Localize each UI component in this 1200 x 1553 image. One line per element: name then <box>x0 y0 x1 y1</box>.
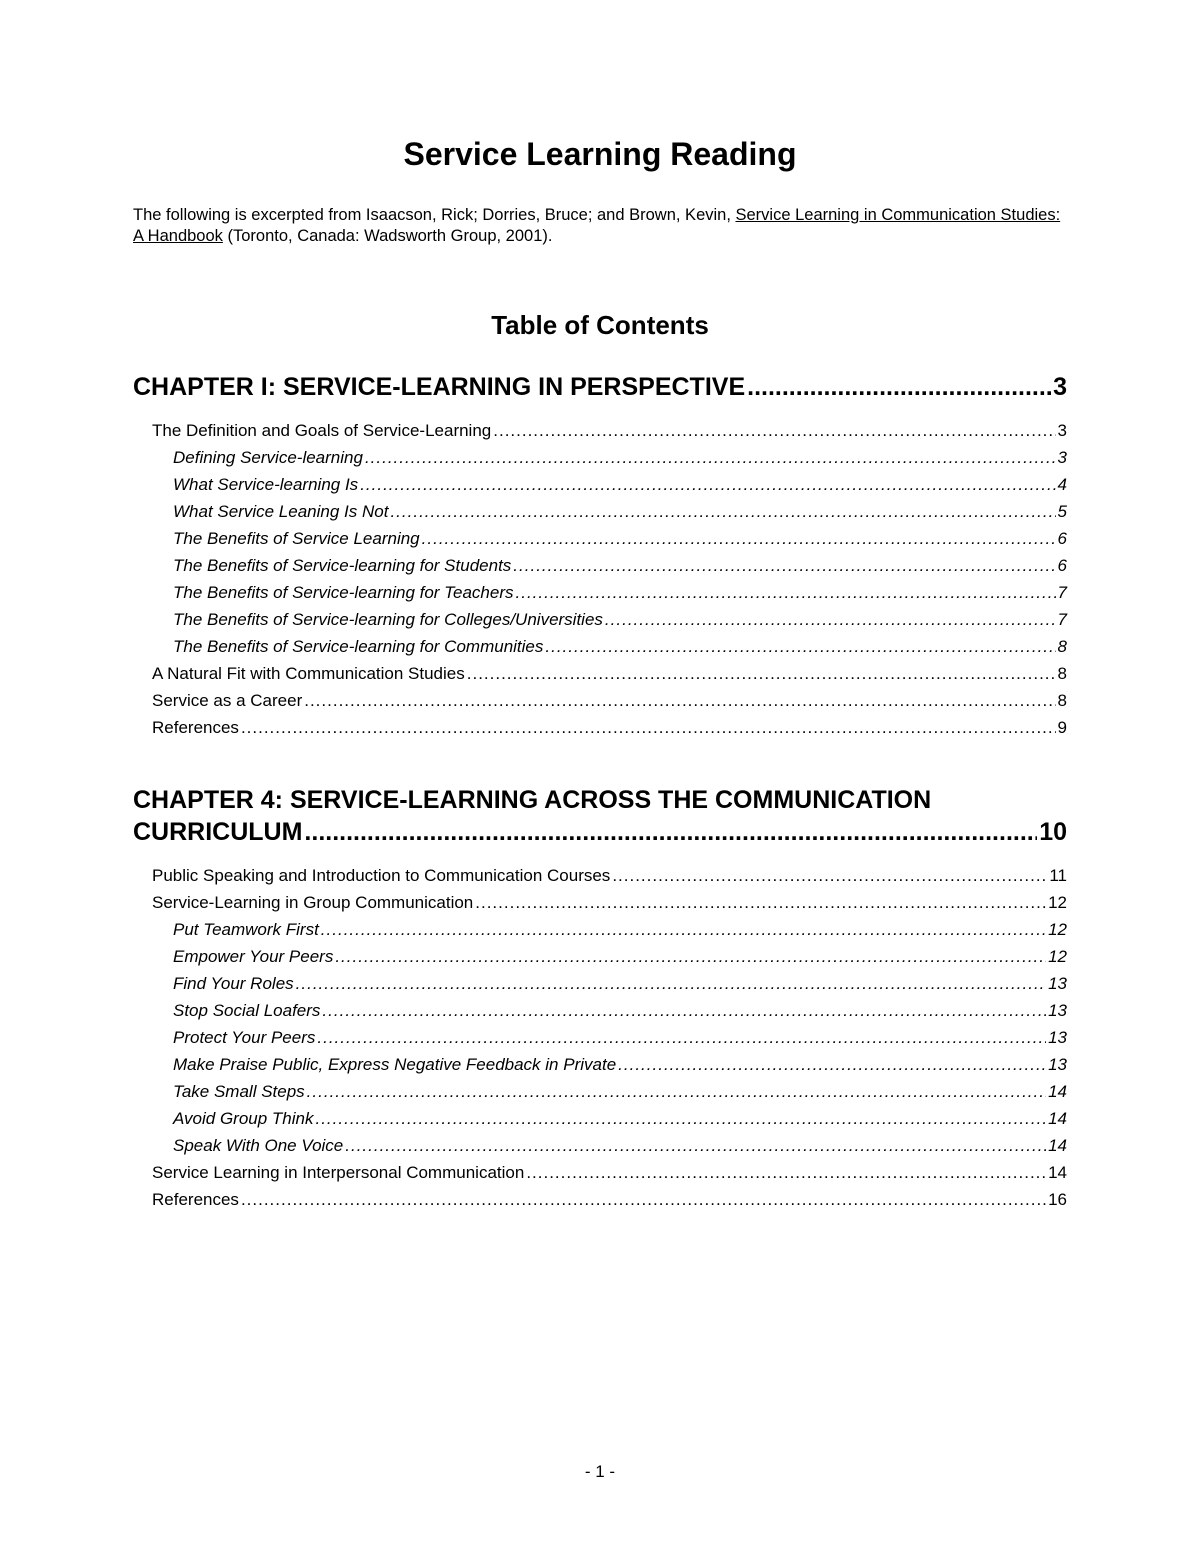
toc-chapter-title-line2: CURRICULUM <box>133 818 303 846</box>
toc-entry-label: Empower Your Peers <box>173 947 334 966</box>
intro-suffix: (Toronto, Canada: Wadsworth Group, 2001). <box>222 227 553 245</box>
toc-page-number: 9 <box>1057 718 1067 737</box>
toc-page-number: 13 <box>1048 1055 1067 1074</box>
toc-page-number: 16 <box>1048 1190 1067 1209</box>
toc-leader-dots <box>513 552 1055 579</box>
toc-entry-label: Put Teamwork First <box>173 920 319 939</box>
toc-entry-list <box>133 862 1067 1213</box>
toc-leader-dots <box>241 714 1056 741</box>
toc-leader-dots <box>545 633 1055 660</box>
toc-section-entry[interactable] <box>133 714 1067 741</box>
toc-leader-dots <box>296 970 1046 997</box>
toc-entry-label: Protect Your Peers <box>173 1028 316 1047</box>
toc-subsection-entry[interactable] <box>133 943 1067 970</box>
toc-leader-dots <box>516 579 1056 606</box>
toc-page-number: 13 <box>1048 1028 1067 1047</box>
toc-subsection-entry[interactable] <box>133 1078 1067 1105</box>
toc-page-number: 6 <box>1057 529 1067 548</box>
toc-heading: Table of Contents <box>491 310 709 340</box>
toc-entry-label: Public Speaking and Introduction to Communication Courses <box>152 866 611 885</box>
toc-page-number: 14 <box>1048 1163 1067 1182</box>
toc-page-number: 12 <box>1048 947 1067 966</box>
toc-subsection-entry[interactable] <box>133 1132 1067 1159</box>
toc-subsection-entry[interactable] <box>133 498 1067 525</box>
toc-leader-dots <box>335 943 1046 970</box>
toc-section-entry[interactable] <box>133 889 1067 916</box>
toc-entry-label: Service Learning in Interpersonal Communication <box>152 1163 525 1182</box>
toc-page-number: 10 <box>1039 818 1067 846</box>
toc-page-number: 6 <box>1057 556 1067 575</box>
toc-leader-dots <box>241 1186 1046 1213</box>
toc-page-number: 14 <box>1048 1136 1067 1155</box>
toc-page-number: 13 <box>1048 974 1067 993</box>
toc-entry-label: The Benefits of Service-learning for Students <box>173 556 512 575</box>
toc-entry-label: References <box>152 1190 239 1209</box>
toc-chapter-title-line1: CHAPTER 4: SERVICE-LEARNING ACROSS THE COMMUNICATION <box>133 786 932 814</box>
toc-subsection-entry[interactable] <box>133 1051 1067 1078</box>
toc-entry-label: A Natural Fit with Communication Studies <box>152 664 465 683</box>
toc-leader-dots <box>315 1105 1046 1132</box>
book-title-link: Service Learning in Communication Studies: A Handbook <box>133 206 1061 245</box>
toc-page-number: 11 <box>1049 866 1067 885</box>
toc-subsection-entry[interactable] <box>133 552 1067 579</box>
toc-page-number: 8 <box>1057 664 1067 683</box>
toc-page-number: 3 <box>1057 421 1067 440</box>
toc-page-number: 5 <box>1057 502 1067 521</box>
toc-leader-dots <box>317 1024 1046 1051</box>
toc-leader-dots <box>493 417 1055 444</box>
toc-leader-dots <box>304 816 1037 848</box>
toc-entry-label: The Benefits of Service-learning for Colleges/Universities <box>173 610 603 629</box>
toc-subsection-entry[interactable] <box>133 444 1067 471</box>
toc-subsection-entry[interactable] <box>133 525 1067 552</box>
toc-entry-label: Service-Learning in Group Communication <box>152 893 474 912</box>
toc-entry-label: The Benefits of Service-learning for Teachers <box>173 583 514 602</box>
toc-entry-label: The Benefits of Service-learning for Communities <box>173 637 544 656</box>
toc-leader-dots <box>307 1078 1046 1105</box>
toc-page-number: 13 <box>1048 1001 1067 1020</box>
toc-entry-label: What Service Leaning Is Not <box>173 502 389 521</box>
toc-subsection-entry[interactable] <box>133 633 1067 660</box>
toc-subsection-entry[interactable] <box>133 579 1067 606</box>
toc-leader-dots <box>390 498 1055 525</box>
toc-leader-dots <box>304 687 1055 714</box>
toc-page-number: 8 <box>1057 691 1067 710</box>
toc-page-number: 7 <box>1057 583 1067 602</box>
toc-subsection-entry[interactable] <box>133 471 1067 498</box>
toc-entry-label: Make Praise Public, Express Negative Feedback in Private <box>173 1055 617 1074</box>
toc-entry-label: References <box>152 718 239 737</box>
toc-entry-list <box>133 417 1067 741</box>
toc-leader-dots <box>605 606 1056 633</box>
toc-leader-dots <box>467 660 1056 687</box>
toc-section-entry[interactable] <box>133 1159 1067 1186</box>
toc-entry-label: The Definition and Goals of Service-Learning <box>152 421 492 440</box>
toc-chapter-1 <box>133 371 1067 741</box>
toc-entry-label: Take Small Steps <box>173 1082 305 1101</box>
toc-section-entry[interactable] <box>133 687 1067 714</box>
toc-chapter-entry[interactable] <box>133 371 1067 403</box>
document-title: Service Learning Reading <box>403 136 797 172</box>
toc-page-number: 3 <box>1053 373 1067 401</box>
toc-subsection-entry[interactable] <box>133 916 1067 943</box>
toc-page-number: 14 <box>1048 1109 1067 1128</box>
toc-leader-dots <box>747 371 1051 403</box>
toc-page-number: 12 <box>1048 920 1067 939</box>
toc-entry-label: Find Your Roles <box>173 974 294 993</box>
toc-subsection-entry[interactable] <box>133 997 1067 1024</box>
toc-page-number: 3 <box>1057 448 1067 467</box>
toc-leader-dots <box>422 525 1056 552</box>
toc-leader-dots <box>618 1051 1046 1078</box>
toc-leader-dots <box>322 997 1046 1024</box>
toc-page-number: 14 <box>1048 1082 1067 1101</box>
page-footer-number: - 1 - <box>584 1462 616 1481</box>
intro-prefix: The following is excerpted from Isaacson, Rick; Dorries, Bruce; and Brown, Kevin, <box>133 206 736 224</box>
toc-section-entry[interactable] <box>133 417 1067 444</box>
toc-entry-label: Stop Social Loafers <box>173 1001 321 1020</box>
toc-entry-label: What Service-learning Is <box>173 475 359 494</box>
toc-leader-dots <box>321 916 1046 943</box>
toc-entry-label: Speak With One Voice <box>173 1136 344 1155</box>
intro-paragraph <box>133 205 1073 247</box>
toc-page-number: 4 <box>1057 475 1067 494</box>
toc-section-entry[interactable] <box>133 1186 1067 1213</box>
toc-leader-dots <box>345 1132 1046 1159</box>
toc-entry-label: Defining Service-learning <box>173 448 363 467</box>
toc-page-number: 8 <box>1057 637 1067 656</box>
toc-leader-dots <box>612 862 1047 889</box>
toc-subsection-entry[interactable] <box>133 970 1067 997</box>
toc-section-entry[interactable] <box>133 660 1067 687</box>
toc-page-number: 7 <box>1057 610 1067 629</box>
toc-leader-dots <box>526 1159 1046 1186</box>
toc-chapter-entry[interactable] <box>133 816 1067 848</box>
toc-leader-dots <box>365 444 1056 471</box>
toc-section-entry[interactable] <box>133 862 1067 889</box>
toc-subsection-entry[interactable] <box>133 1105 1067 1132</box>
toc-entry-label: Service as a Career <box>152 691 303 710</box>
toc-leader-dots <box>475 889 1046 916</box>
toc-chapter-4 <box>133 784 1067 1213</box>
toc-subsection-entry[interactable] <box>133 1024 1067 1051</box>
toc-leader-dots <box>360 471 1055 498</box>
toc-entry-label: Avoid Group Think <box>173 1109 314 1128</box>
toc-subsection-entry[interactable] <box>133 606 1067 633</box>
toc-chapter-title: CHAPTER I: SERVICE-LEARNING IN PERSPECTIVE <box>133 373 746 401</box>
toc-page-number: 12 <box>1048 893 1067 912</box>
toc-entry-label: The Benefits of Service Learning <box>173 529 420 548</box>
